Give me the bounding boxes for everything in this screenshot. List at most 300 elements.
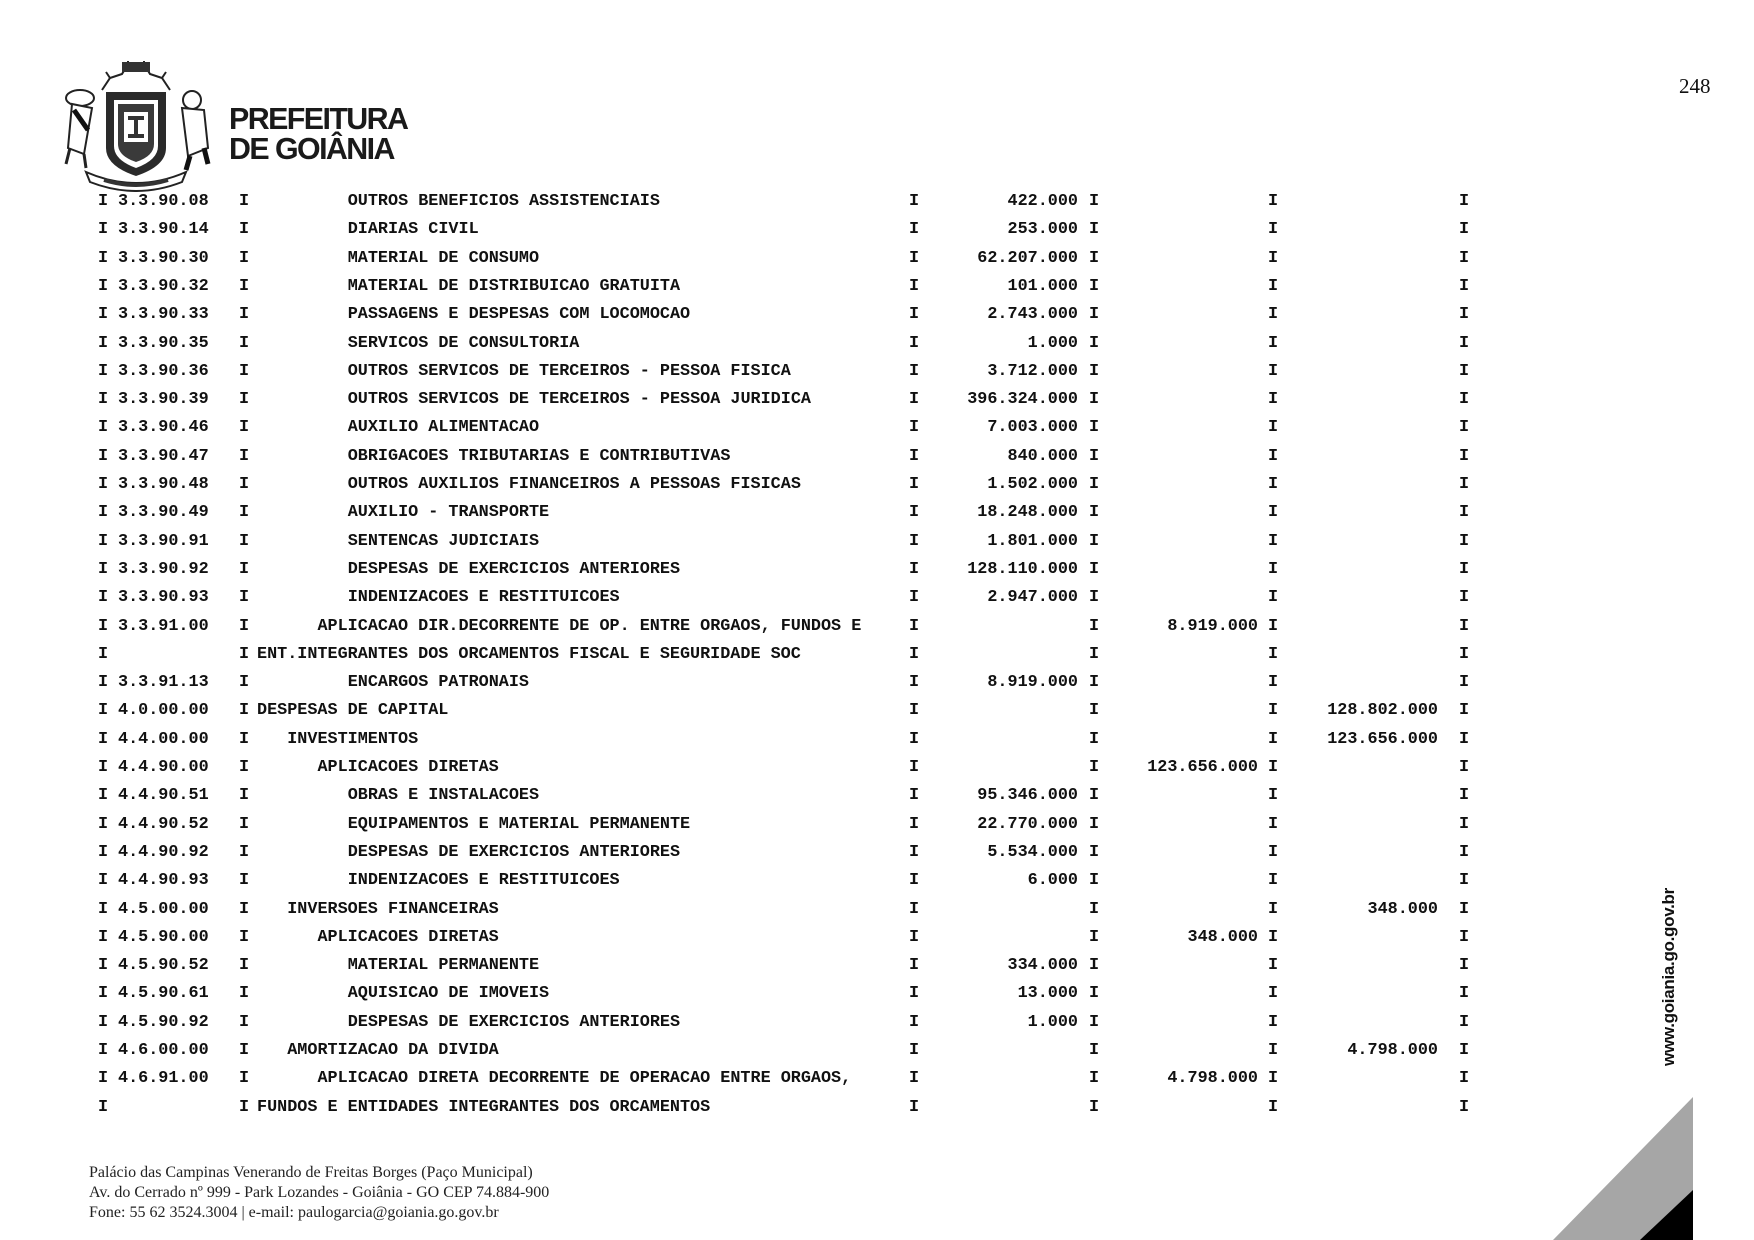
column-separator: I (1459, 899, 1470, 919)
column-separator: I (1089, 786, 1100, 806)
column-separator: I (1268, 333, 1279, 353)
column-separator: I (1089, 758, 1100, 777)
column-separator: I (1459, 559, 1470, 579)
column-separator: I (1459, 758, 1470, 777)
column-separator: I (1268, 729, 1279, 749)
column-separator: I (98, 531, 109, 551)
column-separator: I (1268, 361, 1279, 381)
column-separator: I (1268, 475, 1279, 494)
table-row (0, 1037, 1500, 1065)
table-row (0, 245, 1500, 273)
footer-address (89, 1163, 549, 1223)
column-separator: I (1268, 446, 1279, 466)
column-separator: I (909, 418, 920, 438)
column-separator: I (1459, 192, 1470, 211)
column-separator: I (1089, 701, 1100, 721)
row-code: 3.3.90.33 (118, 305, 209, 325)
column-separator: I (239, 786, 250, 806)
column-separator: I (1459, 842, 1470, 862)
column-separator: I (1089, 418, 1100, 438)
column-separator: I (909, 531, 920, 551)
row-value-elemento: 101.000 (1007, 276, 1078, 296)
column-separator: I (1459, 673, 1470, 693)
row-value-elemento: 253.000 (1007, 220, 1078, 240)
row-value-elemento: 6.000 (1027, 871, 1078, 891)
column-separator: I (1459, 927, 1470, 947)
row-description: OBRIGACOES TRIBUTARIAS E CONTRIBUTIVAS (347, 446, 731, 466)
column-separator: I (239, 956, 250, 976)
row-code: 3.3.90.48 (118, 475, 209, 494)
column-separator: I (1089, 446, 1100, 466)
column-separator: I (239, 927, 250, 947)
row-code: 4.5.00.00 (118, 899, 209, 919)
table-row (0, 216, 1500, 244)
row-value-elemento: 422.000 (1007, 192, 1078, 211)
row-code: 3.3.90.39 (118, 390, 209, 410)
table-row (0, 443, 1500, 471)
column-separator: I (1459, 644, 1470, 664)
row-code: 4.5.90.52 (118, 956, 209, 976)
column-separator: I (98, 729, 109, 749)
column-separator: I (1089, 333, 1100, 353)
column-separator: I (1268, 927, 1279, 947)
column-separator: I (1268, 984, 1279, 1004)
footer-line-address-building: Palácio das Campinas Venerando de Freitas Borges (Paço Municipal) (89, 1164, 533, 1181)
column-separator: I (1459, 1069, 1470, 1089)
column-separator: I (909, 192, 920, 211)
column-separator: I (1089, 1012, 1100, 1032)
table-row (0, 471, 1500, 499)
column-separator: I (98, 871, 109, 891)
row-description: INDENIZACOES E RESTITUICOES (347, 871, 620, 891)
column-separator: I (909, 701, 920, 721)
row-value-elemento: 1.000 (1027, 1012, 1078, 1032)
column-separator: I (239, 531, 250, 551)
row-code: 4.5.90.00 (118, 927, 209, 947)
row-code: 3.3.90.92 (118, 559, 209, 579)
column-separator: I (98, 220, 109, 240)
column-separator: I (1268, 588, 1279, 608)
row-value-elemento: 18.248.000 (977, 503, 1078, 523)
column-separator: I (98, 616, 109, 636)
logo-wordmark (229, 101, 411, 166)
table-row (0, 896, 1500, 924)
column-separator: I (98, 1041, 109, 1060)
column-separator: I (239, 814, 250, 834)
column-separator: I (1089, 390, 1100, 410)
column-separator: I (1089, 475, 1100, 494)
column-separator: I (98, 1012, 109, 1032)
column-separator: I (239, 503, 250, 523)
column-separator: I (239, 418, 250, 438)
column-separator: I (1459, 446, 1470, 466)
column-separator: I (1459, 616, 1470, 636)
row-description: FUNDOS E ENTIDADES INTEGRANTES DOS ORCAMENTOS (257, 1097, 711, 1117)
column-separator: I (98, 673, 109, 693)
column-separator: I (1459, 701, 1470, 721)
site-url: www.goiania.go.gov.br (1659, 888, 1678, 1066)
column-separator: I (98, 956, 109, 976)
column-separator: I (1089, 871, 1100, 891)
column-separator: I (1268, 1097, 1279, 1117)
column-separator: I (1459, 588, 1470, 608)
column-separator: I (909, 248, 920, 268)
column-separator: I (1089, 814, 1100, 834)
table-row (0, 726, 1500, 754)
column-separator: I (98, 899, 109, 919)
row-description: MATERIAL DE DISTRIBUICAO GRATUITA (347, 276, 681, 296)
column-separator: I (1459, 503, 1470, 523)
row-code: 3.3.90.93 (118, 588, 209, 608)
row-description: AUXILIO ALIMENTACAO (347, 418, 540, 438)
row-value-elemento: 2.947.000 (987, 588, 1078, 608)
table-row (0, 811, 1500, 839)
table-row (0, 584, 1500, 612)
row-value-elemento: 22.770.000 (977, 814, 1078, 834)
row-value-modalidade: 123.656.000 (1147, 758, 1258, 777)
column-separator: I (98, 1069, 109, 1089)
column-separator: I (1459, 276, 1470, 296)
row-value-elemento: 3.712.000 (987, 361, 1078, 381)
column-separator: I (1268, 276, 1279, 296)
column-separator: I (1459, 390, 1470, 410)
column-separator: I (1459, 475, 1470, 494)
row-code: 4.4.90.00 (118, 758, 209, 777)
row-code: 3.3.91.00 (118, 616, 209, 636)
row-description: DESPESAS DE EXERCICIOS ANTERIORES (347, 559, 681, 579)
column-separator: I (239, 644, 250, 664)
column-separator: I (239, 390, 250, 410)
column-separator: I (909, 588, 920, 608)
column-separator: I (1089, 248, 1100, 268)
table-row (0, 782, 1500, 810)
row-value-elemento: 1.801.000 (987, 531, 1078, 551)
column-separator: I (909, 956, 920, 976)
row-description: AUXILIO - TRANSPORTE (347, 503, 550, 523)
column-separator: I (1268, 305, 1279, 325)
column-separator: I (1089, 616, 1100, 636)
table-row (0, 697, 1500, 725)
table-row (0, 330, 1500, 358)
column-separator: I (239, 276, 250, 296)
row-value-elemento: 5.534.000 (987, 842, 1078, 862)
row-description: ENT.INTEGRANTES DOS ORCAMENTOS FISCAL E SEGURIDADE SOC (257, 644, 801, 664)
row-value-modalidade: 348.000 (1187, 927, 1258, 947)
column-separator: I (239, 1012, 250, 1032)
column-separator: I (98, 758, 109, 777)
column-separator: I (1268, 390, 1279, 410)
column-separator: I (909, 559, 920, 579)
column-separator: I (909, 758, 920, 777)
row-code: 4.4.90.93 (118, 871, 209, 891)
column-separator: I (1268, 814, 1279, 834)
row-code: 4.6.00.00 (118, 1041, 209, 1060)
row-code: 3.3.90.08 (118, 192, 209, 211)
column-separator: I (909, 220, 920, 240)
column-separator: I (909, 673, 920, 693)
column-separator: I (98, 842, 109, 862)
column-separator: I (1459, 418, 1470, 438)
column-separator: I (909, 899, 920, 919)
row-description: OUTROS AUXILIOS FINANCEIROS A PESSOAS FISICAS (347, 475, 801, 494)
column-separator: I (98, 1097, 109, 1117)
column-separator: I (239, 305, 250, 325)
row-description: SENTENCAS JUDICIAIS (347, 531, 540, 551)
row-code: 4.4.00.00 (118, 729, 209, 749)
column-separator: I (98, 927, 109, 947)
column-separator: I (239, 1097, 250, 1117)
column-separator: I (1089, 361, 1100, 381)
column-separator: I (1459, 814, 1470, 834)
row-code: 3.3.90.32 (118, 276, 209, 296)
column-separator: I (98, 276, 109, 296)
column-separator: I (239, 361, 250, 381)
row-value-elemento: 1.502.000 (987, 475, 1078, 494)
row-description: OUTROS SERVICOS DE TERCEIROS - PESSOA FISICA (347, 361, 791, 381)
column-separator: I (1089, 729, 1100, 749)
column-separator: I (98, 503, 109, 523)
column-separator: I (1268, 192, 1279, 211)
column-separator: I (1089, 1041, 1100, 1060)
row-description: AQUISICAO DE IMOVEIS (347, 984, 550, 1004)
column-separator: I (1459, 361, 1470, 381)
column-separator: I (98, 361, 109, 381)
row-value-modalidade: 4.798.000 (1167, 1069, 1258, 1089)
column-separator: I (1089, 503, 1100, 523)
column-separator: I (239, 1041, 250, 1060)
column-separator: I (1089, 559, 1100, 579)
column-separator: I (1459, 871, 1470, 891)
column-separator: I (1089, 1069, 1100, 1089)
table-row (0, 188, 1500, 216)
column-separator: I (1089, 842, 1100, 862)
column-separator: I (98, 333, 109, 353)
row-code: 3.3.90.47 (118, 446, 209, 466)
column-separator: I (909, 276, 920, 296)
table-row (0, 867, 1500, 895)
column-separator: I (1268, 786, 1279, 806)
column-separator: I (239, 333, 250, 353)
row-description: OUTROS SERVICOS DE TERCEIROS - PESSOA JURIDICA (347, 390, 811, 410)
column-separator: I (239, 475, 250, 494)
table-row (0, 386, 1500, 414)
table-row (0, 613, 1500, 641)
column-separator: I (909, 1097, 920, 1117)
column-separator: I (1268, 1069, 1279, 1089)
column-separator: I (98, 475, 109, 494)
row-description: SERVICOS DE CONSULTORIA (347, 333, 580, 353)
column-separator: I (239, 588, 250, 608)
column-separator: I (1089, 644, 1100, 664)
row-value-elemento: 8.919.000 (987, 673, 1078, 693)
row-code: 4.4.90.52 (118, 814, 209, 834)
row-value-elemento: 95.346.000 (977, 786, 1078, 806)
column-separator: I (239, 192, 250, 211)
row-description: DESPESAS DE EXERCICIOS ANTERIORES (347, 842, 681, 862)
column-separator: I (1268, 616, 1279, 636)
row-value-elemento: 840.000 (1007, 446, 1078, 466)
column-separator: I (98, 814, 109, 834)
column-separator: I (1459, 956, 1470, 976)
column-separator: I (1089, 1097, 1100, 1117)
corner-decoration (1540, 1090, 1700, 1240)
column-separator: I (1459, 786, 1470, 806)
column-separator: I (239, 842, 250, 862)
column-separator: I (1459, 984, 1470, 1004)
table-row (0, 556, 1500, 584)
column-separator: I (1089, 984, 1100, 1004)
column-separator: I (909, 361, 920, 381)
column-separator: I (909, 644, 920, 664)
column-separator: I (1268, 956, 1279, 976)
table-row (0, 1065, 1500, 1093)
column-separator: I (909, 984, 920, 1004)
column-separator: I (98, 559, 109, 579)
column-separator: I (1268, 418, 1279, 438)
column-separator: I (909, 786, 920, 806)
column-separator: I (909, 871, 920, 891)
footer-line-address-street: Av. do Cerrado nº 999 - Park Lozandes - Goiânia - GO CEP 74.884-900 (89, 1184, 550, 1201)
column-separator: I (1268, 758, 1279, 777)
row-code: 3.3.90.35 (118, 333, 209, 353)
column-separator: I (909, 927, 920, 947)
row-code: 3.3.90.91 (118, 531, 209, 551)
table-row (0, 273, 1500, 301)
row-code: 3.3.90.14 (118, 220, 209, 240)
row-value-modalidade: 8.919.000 (1167, 616, 1258, 636)
row-code: 4.0.00.00 (118, 701, 209, 721)
column-separator: I (1459, 1041, 1470, 1060)
column-separator: I (98, 390, 109, 410)
row-code: 3.3.91.13 (118, 673, 209, 693)
column-separator: I (98, 701, 109, 721)
page-number: 248 (1679, 74, 1711, 98)
logo-wordmark-line2: DE GOIÂNIA (229, 131, 394, 166)
column-separator: I (909, 390, 920, 410)
column-separator: I (1459, 531, 1470, 551)
column-separator: I (909, 475, 920, 494)
column-separator: I (239, 559, 250, 579)
row-description: OUTROS BENEFICIOS ASSISTENCIAIS (347, 192, 660, 211)
column-separator: I (98, 192, 109, 211)
column-separator: I (1268, 701, 1279, 721)
column-separator: I (909, 1069, 920, 1089)
column-separator: I (1089, 220, 1100, 240)
column-separator: I (909, 1012, 920, 1032)
row-description: ENCARGOS PATRONAIS (347, 673, 529, 693)
column-separator: I (239, 871, 250, 891)
row-value-elemento: 1.000 (1027, 333, 1078, 353)
column-separator: I (909, 842, 920, 862)
column-separator: I (98, 588, 109, 608)
column-separator: I (1089, 956, 1100, 976)
table-row (0, 924, 1500, 952)
row-description: MATERIAL DE CONSUMO (347, 248, 540, 268)
column-separator: I (909, 503, 920, 523)
row-code: 3.3.90.36 (118, 361, 209, 381)
logo-wordmark-line1: PREFEITURA (229, 101, 408, 136)
column-separator: I (98, 418, 109, 438)
column-separator: I (1089, 588, 1100, 608)
row-value-grupo: 4.798.000 (1347, 1041, 1438, 1060)
table-row (0, 528, 1500, 556)
column-separator: I (239, 984, 250, 1004)
row-description: AMORTIZACAO DA DIVIDA (287, 1041, 499, 1060)
column-separator: I (1089, 305, 1100, 325)
column-separator: I (1268, 248, 1279, 268)
column-separator: I (1268, 673, 1279, 693)
row-description: DESPESAS DE CAPITAL (257, 701, 449, 721)
column-separator: I (1459, 1097, 1470, 1117)
row-value-grupo: 348.000 (1367, 899, 1438, 919)
column-separator: I (909, 305, 920, 325)
column-separator: I (1459, 305, 1470, 325)
column-separator: I (239, 758, 250, 777)
column-separator: I (1268, 842, 1279, 862)
column-separator: I (1268, 871, 1279, 891)
row-value-elemento: 62.207.000 (977, 248, 1078, 268)
column-separator: I (1459, 220, 1470, 240)
row-value-elemento: 7.003.000 (987, 418, 1078, 438)
row-description: DIARIAS CIVIL (347, 220, 479, 240)
column-separator: I (1268, 644, 1279, 664)
row-description: INVERSOES FINANCEIRAS (287, 899, 499, 919)
column-separator: I (1459, 1012, 1470, 1032)
column-separator: I (1459, 333, 1470, 353)
table-row (0, 754, 1500, 782)
column-separator: I (1268, 220, 1279, 240)
row-code: 4.4.90.51 (118, 786, 209, 806)
row-description: DESPESAS DE EXERCICIOS ANTERIORES (347, 1012, 681, 1032)
row-description: APLICACOES DIRETAS (317, 758, 499, 777)
column-separator: I (98, 446, 109, 466)
column-separator: I (98, 786, 109, 806)
column-separator: I (98, 644, 109, 664)
row-value-grupo: 128.802.000 (1327, 701, 1438, 721)
row-value-elemento: 13.000 (1017, 984, 1078, 1004)
table-row (0, 839, 1500, 867)
column-separator: I (1268, 531, 1279, 551)
table-row (0, 952, 1500, 980)
column-separator: I (1089, 531, 1100, 551)
table-row (0, 980, 1500, 1008)
row-description: APLICACOES DIRETAS (317, 927, 499, 947)
column-separator: I (1089, 192, 1100, 211)
column-separator: I (909, 446, 920, 466)
footer-line-contact: Fone: 55 62 3524.3004 | e-mail: paulogarcia@goiania.go.gov.br (89, 1204, 499, 1221)
row-description: INDENIZACOES E RESTITUICOES (347, 588, 620, 608)
column-separator: I (909, 814, 920, 834)
column-separator: I (1268, 503, 1279, 523)
column-separator: I (239, 446, 250, 466)
row-code: 4.6.91.00 (118, 1069, 209, 1089)
row-description: INVESTIMENTOS (287, 729, 419, 749)
column-separator: I (239, 616, 250, 636)
row-code: 3.3.90.30 (118, 248, 209, 268)
column-separator: I (1268, 899, 1279, 919)
column-separator: I (239, 729, 250, 749)
row-value-grupo: 123.656.000 (1327, 729, 1438, 749)
column-separator: I (1089, 673, 1100, 693)
row-description: OBRAS E INSTALACOES (347, 786, 540, 806)
column-separator: I (1268, 1012, 1279, 1032)
row-code: 4.5.90.92 (118, 1012, 209, 1032)
row-description: EQUIPAMENTOS E MATERIAL PERMANENTE (347, 814, 691, 834)
table-row (0, 301, 1500, 329)
row-code: 4.5.90.61 (118, 984, 209, 1004)
column-separator: I (98, 305, 109, 325)
table-row (0, 1009, 1500, 1037)
